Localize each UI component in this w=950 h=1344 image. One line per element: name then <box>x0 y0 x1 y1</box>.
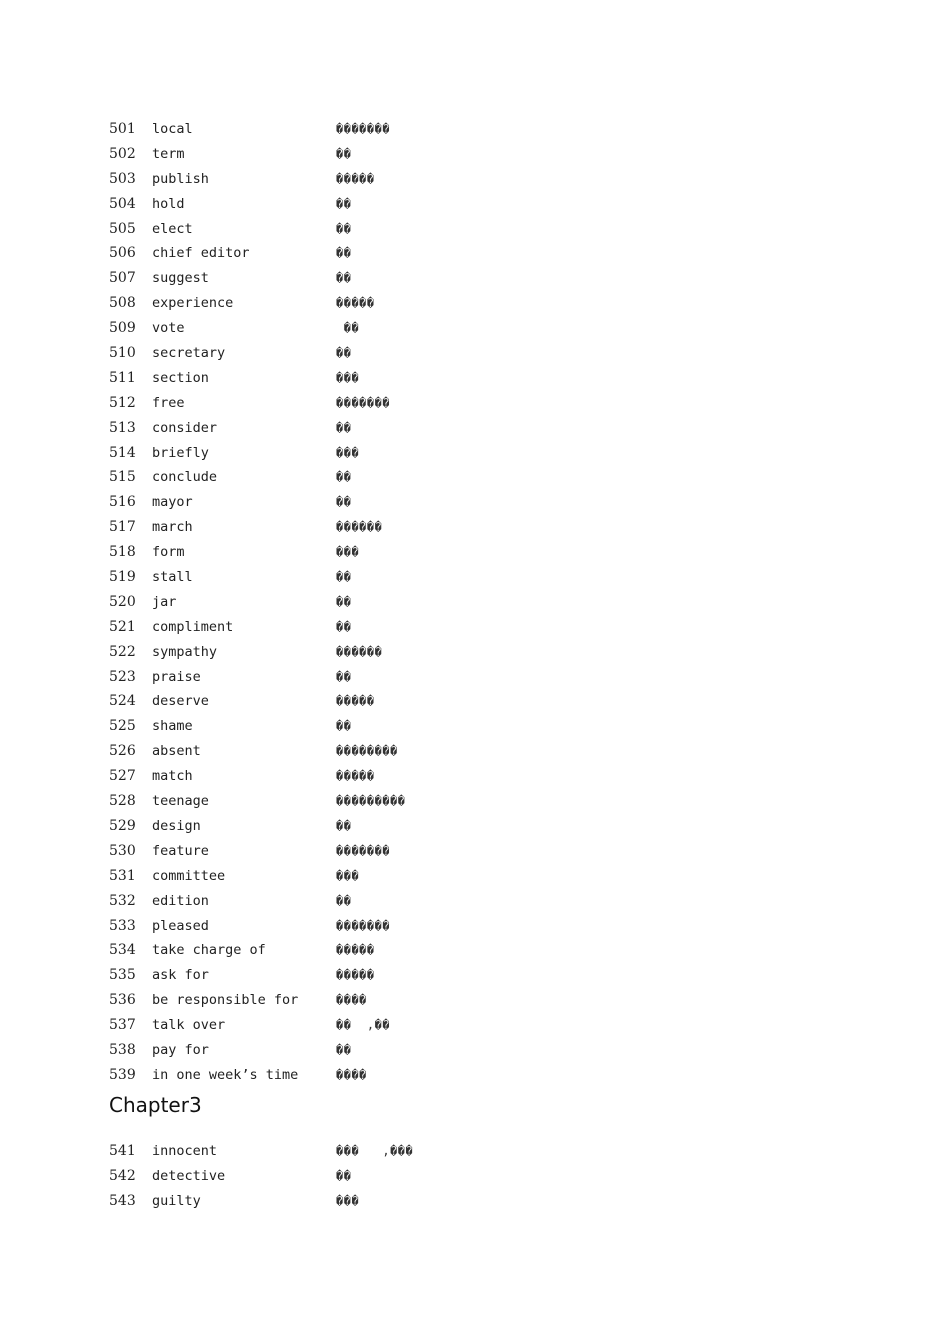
entry-meaning: ������ <box>336 644 383 659</box>
entry-word: term <box>152 145 185 162</box>
entry-number: 532 <box>109 892 136 909</box>
entry-word: march <box>152 519 193 536</box>
entry-word: stall <box>152 569 193 586</box>
entry-number: 503 <box>109 170 136 187</box>
entry-meaning: ���� <box>336 993 367 1008</box>
entry-meaning: �������� <box>336 744 398 759</box>
vocab-row <box>109 416 909 441</box>
vocab-row <box>109 739 909 764</box>
entry-number: 524 <box>109 693 136 710</box>
entry-number: 518 <box>109 544 136 561</box>
entry-word: consider <box>152 419 218 436</box>
entry-meaning: ��� <box>336 370 360 385</box>
entry-meaning: �� <box>336 221 352 236</box>
entry-word: ask for <box>152 967 209 984</box>
vocab-list-1 <box>109 117 909 1088</box>
entry-word: detective <box>152 1167 226 1184</box>
entry-word: edition <box>152 892 209 909</box>
entry-word: compliment <box>152 618 234 635</box>
entry-meaning: �� <box>336 196 352 211</box>
vocab-row <box>109 441 909 466</box>
vocab-row <box>109 316 909 341</box>
vocab-row <box>109 465 909 490</box>
entry-number: 508 <box>109 295 136 312</box>
vocab-row <box>109 764 909 789</box>
entry-number: 523 <box>109 668 136 685</box>
entry-number: 519 <box>109 569 136 586</box>
entry-word: shame <box>152 718 193 735</box>
entry-word: pleased <box>152 917 209 934</box>
entry-number: 535 <box>109 967 136 984</box>
entry-meaning: ����� <box>336 296 375 311</box>
entry-number: 502 <box>109 145 136 162</box>
vocab-row <box>109 142 909 167</box>
entry-number: 505 <box>109 220 136 237</box>
entry-number: 538 <box>109 1041 136 1058</box>
entry-meaning: ��� <box>336 545 360 560</box>
entry-number: 526 <box>109 743 136 760</box>
vocab-row <box>109 839 909 864</box>
vocab-row <box>109 266 909 291</box>
entry-meaning: �� <box>336 818 352 833</box>
entry-number: 507 <box>109 270 136 287</box>
vocab-row <box>109 938 909 963</box>
entry-word: absent <box>152 743 201 760</box>
vocab-row <box>109 889 909 914</box>
entry-word: publish <box>152 170 209 187</box>
vocab-row <box>109 988 909 1013</box>
entry-number: 537 <box>109 1017 136 1034</box>
entry-meaning: �� <box>336 1168 352 1183</box>
entry-word: deserve <box>152 693 209 710</box>
entry-word: vote <box>152 320 185 337</box>
entry-meaning: �� <box>336 246 352 261</box>
entry-meaning: ������� <box>336 918 391 933</box>
entry-word: suggest <box>152 270 209 287</box>
vocab-row <box>109 1164 909 1189</box>
vocab-row <box>109 1063 909 1088</box>
entry-word: in one week’s time <box>152 1066 299 1083</box>
entry-meaning: �� <box>336 893 352 908</box>
vocab-row <box>109 914 909 939</box>
entry-number: 510 <box>109 345 136 362</box>
entry-meaning: ����� <box>336 171 375 186</box>
entry-meaning: ���� <box>336 1067 367 1082</box>
vocab-row <box>109 640 909 665</box>
entry-word: match <box>152 768 193 785</box>
entry-meaning: ��� <box>336 1193 360 1208</box>
vocab-row <box>109 366 909 391</box>
entry-word: take charge of <box>152 942 266 959</box>
entry-word: talk over <box>152 1017 226 1034</box>
entry-meaning: �� <box>336 146 352 161</box>
entry-meaning: �� ,�� <box>336 1018 391 1033</box>
entry-meaning: �� <box>336 594 352 609</box>
entry-meaning: ����� <box>336 968 375 983</box>
vocab-row <box>109 217 909 242</box>
vocab-row <box>109 540 909 565</box>
entry-number: 534 <box>109 942 136 959</box>
entry-meaning: �� <box>336 619 352 634</box>
entry-word: guilty <box>152 1192 201 1209</box>
vocab-row <box>109 515 909 540</box>
entry-number: 521 <box>109 618 136 635</box>
chapter-heading: Chapter3 <box>109 1093 202 1117</box>
entry-word: elect <box>152 220 193 237</box>
entry-meaning: ������� <box>336 843 391 858</box>
entry-meaning: ��� ,��� <box>336 1144 414 1158</box>
entry-number: 543 <box>109 1192 136 1209</box>
entry-word: committee <box>152 867 226 884</box>
entry-number: 533 <box>109 917 136 934</box>
entry-number: 509 <box>109 320 136 337</box>
vocab-row <box>109 391 909 416</box>
entry-number: 520 <box>109 593 136 610</box>
vocab-row <box>109 167 909 192</box>
entry-number: 531 <box>109 867 136 884</box>
entry-word: design <box>152 817 201 834</box>
entry-meaning: �� <box>336 420 352 435</box>
vocab-row <box>109 714 909 739</box>
entry-word: conclude <box>152 469 218 486</box>
vocab-row <box>109 963 909 988</box>
entry-number: 541 <box>109 1143 136 1159</box>
entry-word: jar <box>152 593 177 610</box>
entry-word: teenage <box>152 793 209 810</box>
entry-word: mayor <box>152 494 193 511</box>
vocab-row <box>109 789 909 814</box>
entry-number: 512 <box>109 394 136 411</box>
vocab-row <box>109 1189 909 1214</box>
entry-word: local <box>152 121 193 137</box>
vocab-row <box>109 241 909 266</box>
entry-word: innocent <box>152 1143 218 1159</box>
entry-meaning: ������ <box>336 520 383 535</box>
vocab-row <box>109 590 909 615</box>
entry-word: section <box>152 369 209 386</box>
entry-word: feature <box>152 842 209 859</box>
entry-word: hold <box>152 195 185 212</box>
vocab-row <box>109 192 909 217</box>
vocab-row <box>109 689 909 714</box>
entry-meaning: �� <box>336 719 352 734</box>
entry-word: free <box>152 394 185 411</box>
entry-meaning: ������� <box>336 122 391 136</box>
vocab-list-2 <box>109 1139 909 1214</box>
entry-number: 514 <box>109 444 136 461</box>
entry-number: 528 <box>109 793 136 810</box>
entry-number: 511 <box>109 369 136 386</box>
entry-number: 539 <box>109 1066 136 1083</box>
entry-word: secretary <box>152 345 226 362</box>
entry-word: chief editor <box>152 245 250 262</box>
entry-number: 530 <box>109 842 136 859</box>
entry-number: 527 <box>109 768 136 785</box>
entry-meaning: �� <box>336 470 352 485</box>
vocab-row <box>109 1139 909 1164</box>
vocab-row <box>109 1013 909 1038</box>
entry-number: 536 <box>109 992 136 1009</box>
vocab-row <box>109 814 909 839</box>
vocab-row <box>109 565 909 590</box>
entry-meaning: �� <box>336 1042 352 1057</box>
entry-word: pay for <box>152 1041 209 1058</box>
entry-word: praise <box>152 668 201 685</box>
vocab-row <box>109 117 909 142</box>
vocab-row <box>109 615 909 640</box>
entry-number: 501 <box>109 121 136 137</box>
entry-meaning: �� <box>336 271 352 286</box>
entry-word: be responsible for <box>152 992 299 1009</box>
entry-number: 517 <box>109 519 136 536</box>
entry-number: 513 <box>109 419 136 436</box>
entry-number: 516 <box>109 494 136 511</box>
entry-number: 529 <box>109 817 136 834</box>
entry-meaning: ����� <box>336 694 375 709</box>
entry-word: form <box>152 544 185 561</box>
entry-meaning: �� <box>336 570 352 585</box>
entry-word: sympathy <box>152 643 218 660</box>
entry-number: 542 <box>109 1167 136 1184</box>
vocab-row <box>109 291 909 316</box>
entry-number: 522 <box>109 643 136 660</box>
entry-meaning: ����� <box>336 943 375 958</box>
entry-number: 504 <box>109 195 136 212</box>
entry-word: experience <box>152 295 234 312</box>
entry-number: 506 <box>109 245 136 262</box>
entry-word: briefly <box>152 444 209 461</box>
entry-meaning: ��� <box>336 868 360 883</box>
vocab-row <box>109 490 909 515</box>
vocab-row <box>109 1038 909 1063</box>
entry-meaning: ������� <box>336 395 391 410</box>
entry-number: 525 <box>109 718 136 735</box>
entry-meaning: �� <box>336 669 352 684</box>
entry-meaning: ��������� <box>336 794 406 809</box>
vocab-row <box>109 864 909 889</box>
entry-meaning: ����� <box>336 769 375 784</box>
vocab-row <box>109 665 909 690</box>
entry-meaning: �� <box>336 321 360 336</box>
entry-number: 515 <box>109 469 136 486</box>
entry-meaning: ��� <box>336 445 360 460</box>
vocab-row <box>109 341 909 366</box>
entry-meaning: �� <box>336 495 352 510</box>
entry-meaning: �� <box>336 346 352 361</box>
